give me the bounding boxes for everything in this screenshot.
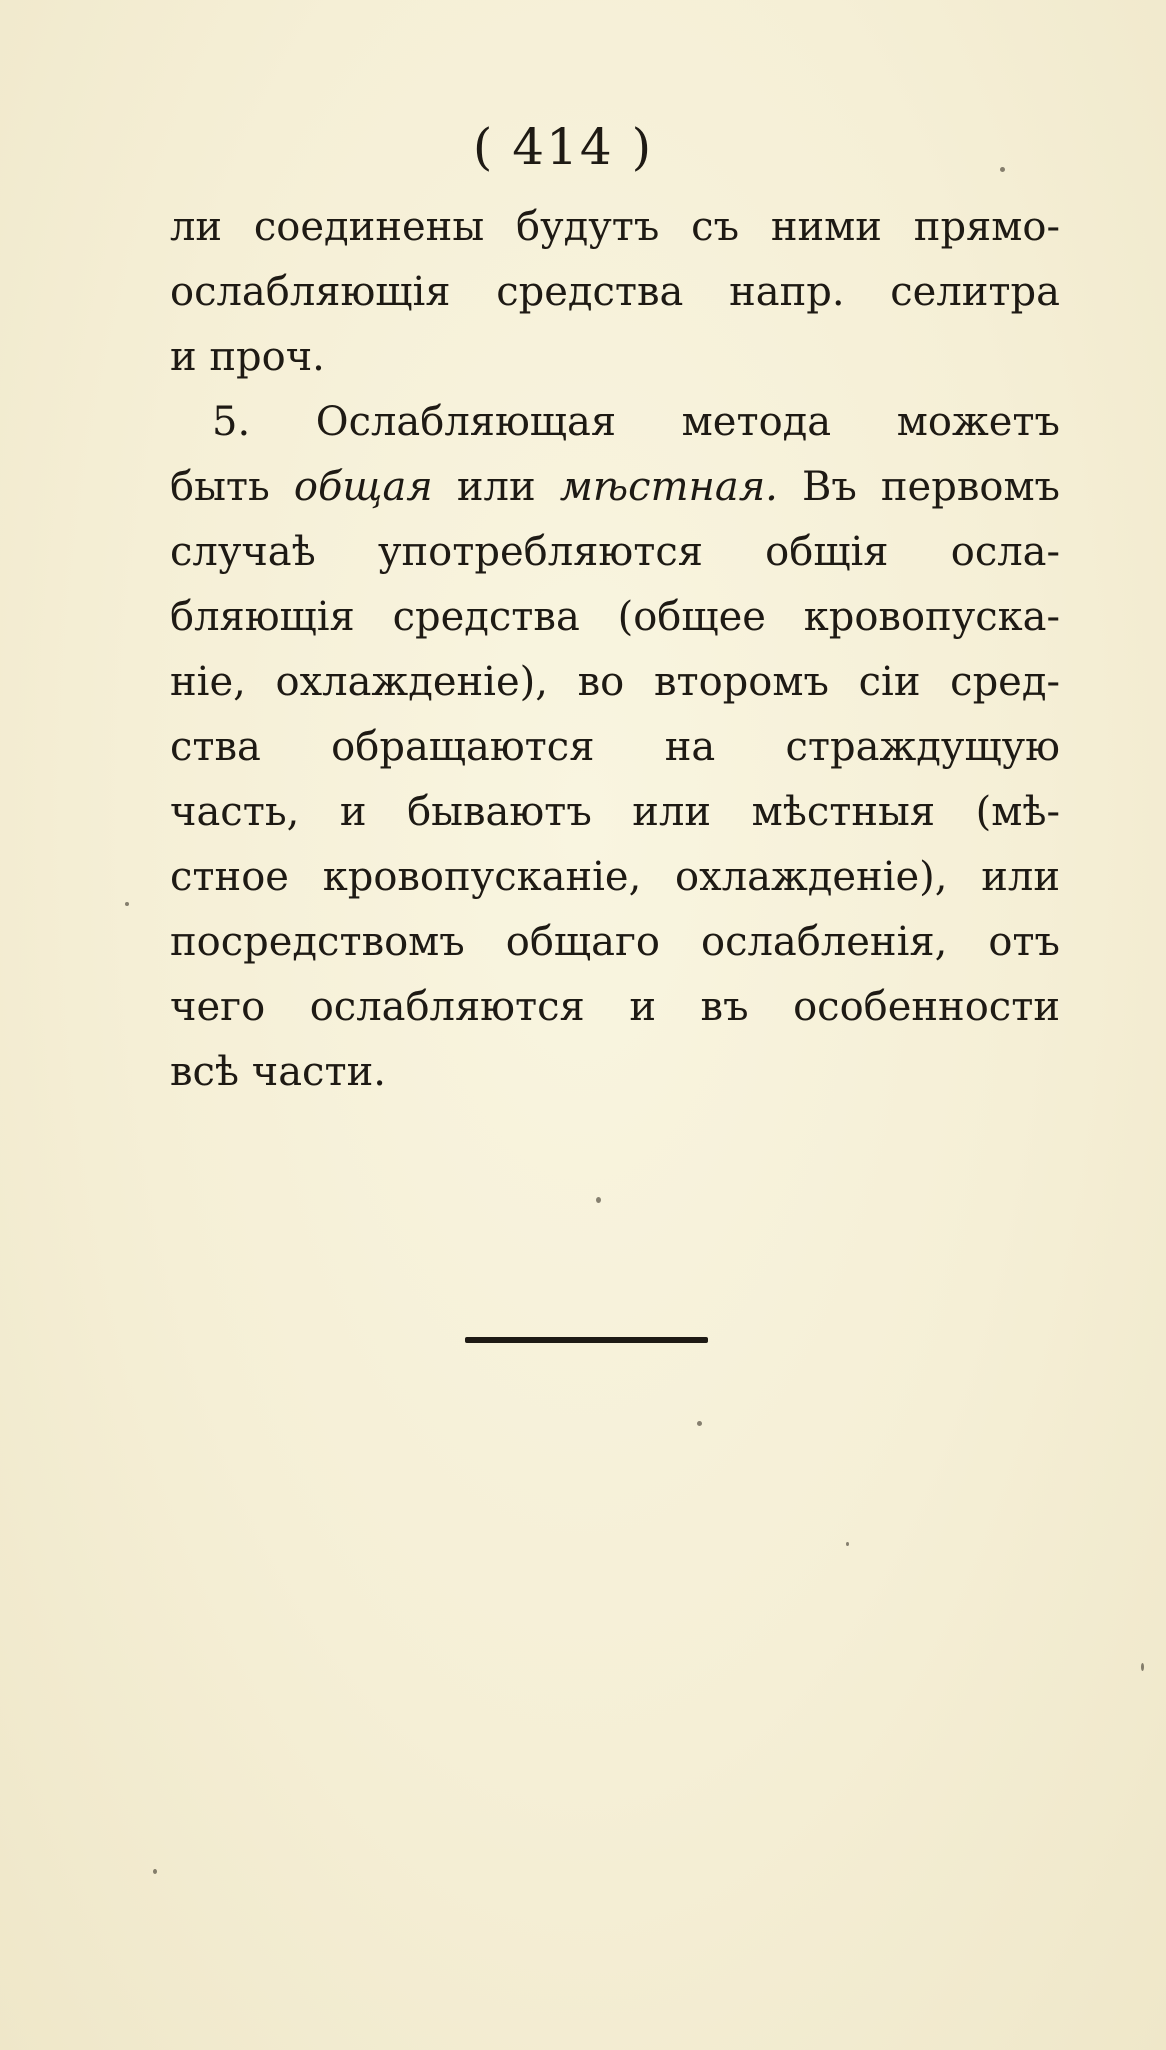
text-fragment: быть — [170, 464, 294, 510]
page-number-text: ( 414 ) — [472, 118, 654, 176]
text-fragment: Въ первомъ — [777, 464, 1061, 510]
emphasis-local: мѣстная. — [559, 464, 778, 510]
text-line: 5. Ослабляющая метода можетъ — [212, 399, 1060, 445]
text-line: чего ослабляются и въ особенности — [170, 984, 1060, 1030]
section-divider — [465, 1337, 708, 1343]
text-line: бляющія средства (общее кровопуска- — [170, 594, 1060, 640]
text-line-with-emphasis — [170, 455, 1060, 520]
paper-speck — [1000, 167, 1005, 172]
text-line: ли соединены будутъ съ ними прямо- — [170, 204, 1060, 250]
emphasis-general: общая — [293, 464, 433, 510]
paper-speck — [153, 1869, 157, 1874]
text-line: всѣ части. — [170, 1049, 386, 1095]
text-line: стное кровопусканіе, охлажденіе), или — [170, 854, 1060, 900]
paper-speck — [596, 1197, 601, 1203]
text-line: и проч. — [170, 334, 325, 380]
text-line: случаѣ употребляются общія осла- — [170, 529, 1060, 575]
page-number — [0, 118, 1166, 176]
text-line: ослабляющія средства напр. селитра — [170, 269, 1060, 315]
paper-speck — [697, 1421, 702, 1426]
text-line: ства обращаются на страждущую — [170, 724, 1060, 770]
paper-speck — [125, 902, 129, 906]
text-fragment: или — [432, 464, 560, 510]
text-line: ніе, охлажденіе), во второмъ сіи сред- — [170, 659, 1060, 705]
text-line: часть, и бываютъ или мѣстныя (мѣ- — [170, 789, 1060, 835]
body-text — [170, 195, 1060, 1105]
text-line: посредствомъ общаго ослабленія, отъ — [170, 919, 1060, 965]
paper-speck — [1141, 1663, 1144, 1671]
paper-speck — [846, 1542, 849, 1546]
